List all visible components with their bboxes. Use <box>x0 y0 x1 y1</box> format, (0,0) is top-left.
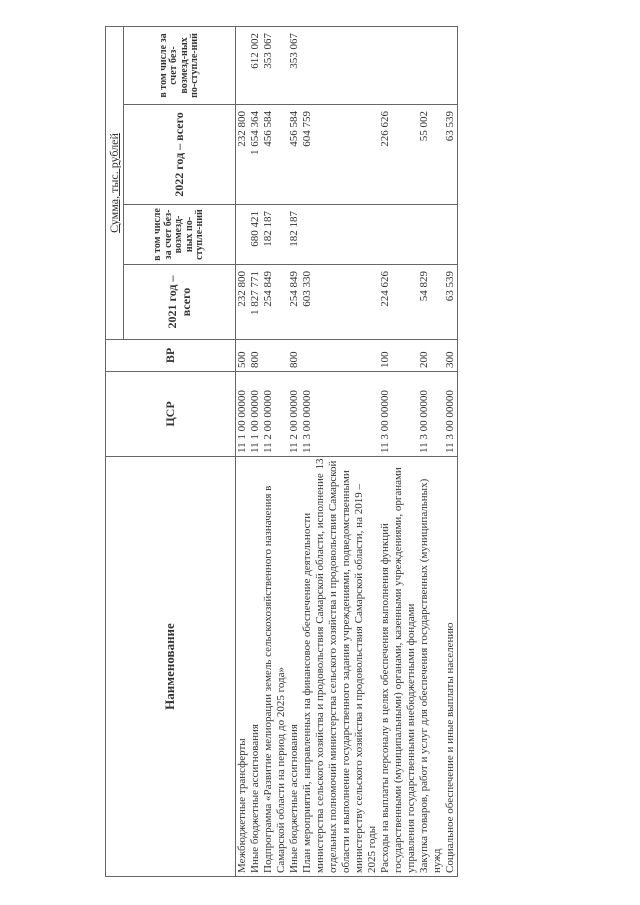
row-csr: 11 3 00 00000 <box>418 372 444 457</box>
row-2022-gratuitous: 353 067 <box>288 26 301 104</box>
row-vr: 500 <box>236 340 250 372</box>
row-2022-total: 232 800 <box>236 105 250 205</box>
row-csr: 11 1 00 00000 <box>249 372 262 457</box>
row-2022-gratuitous: 612 002 <box>249 26 262 104</box>
row-vr: 100 <box>379 340 418 372</box>
row-2021-total: 54 829 <box>418 265 444 340</box>
row-2022-total: 55 002 <box>418 105 444 205</box>
header-2021-total: 2021 год – всего <box>124 265 236 340</box>
row-name: Иные бюджетные ассигнования <box>288 457 301 877</box>
table-row <box>262 26 288 876</box>
row-2021-total: 1 827 771 <box>249 265 262 340</box>
page-number: 13 <box>314 458 326 470</box>
row-csr: 11 1 00 00000 <box>236 372 250 457</box>
header-2022-total: 2022 год – всего <box>124 105 236 205</box>
table-row <box>379 26 418 876</box>
header-sum-group: Сумма, тыс. рублей <box>106 26 124 339</box>
table-row <box>236 26 250 876</box>
row-csr: 11 2 00 00000 <box>262 372 288 457</box>
row-2021-gratuitous: 182 187 <box>288 205 301 265</box>
row-2021-gratuitous <box>418 205 444 265</box>
row-name: Иные бюджетные ассигнования <box>249 457 262 877</box>
row-2022-gratuitous <box>444 26 458 104</box>
table-row <box>301 26 379 876</box>
row-name: Расходы на выплаты персоналу в целях обеспечения выполнения функций государственными (муниципальными) органами, казенными учреждениями, органами управления государственными внебюджетными фондами <box>379 457 418 877</box>
table-row <box>444 26 458 876</box>
row-csr: 11 2 00 00000 <box>288 372 301 457</box>
row-2022-gratuitous <box>418 26 444 104</box>
row-2021-gratuitous: 680 421 <box>249 205 262 265</box>
row-vr <box>262 340 288 372</box>
row-2021-total: 232 800 <box>236 265 250 340</box>
table-row <box>249 26 262 876</box>
budget-table <box>105 26 458 877</box>
row-name: Межбюджетные трансферты <box>236 457 250 877</box>
header-vr: ВР <box>106 340 236 372</box>
table-body <box>236 26 458 876</box>
row-2022-gratuitous <box>236 26 250 104</box>
row-2021-total: 603 330 <box>301 265 379 340</box>
row-2022-gratuitous <box>301 26 379 104</box>
row-2021-gratuitous <box>444 205 458 265</box>
row-2021-gratuitous <box>379 205 418 265</box>
row-2022-total: 456 584 <box>262 105 288 205</box>
row-name: Закупка товаров, работ и услуг для обеспечения государственных (муниципальных) нужд <box>418 457 444 877</box>
row-vr: 300 <box>444 340 458 372</box>
row-2022-total: 1 654 364 <box>249 105 262 205</box>
row-csr: 11 3 00 00000 <box>379 372 418 457</box>
header-2021-gratuitous: в том числе за счет без-возмезд-ных по-ступле-ний <box>124 205 236 265</box>
row-vr: 800 <box>288 340 301 372</box>
row-2021-total: 254 849 <box>262 265 288 340</box>
row-2021-total: 224 626 <box>379 265 418 340</box>
row-csr: 11 3 00 00000 <box>444 372 458 457</box>
row-2021-gratuitous <box>236 205 250 265</box>
header-name: Наименование <box>106 457 236 877</box>
row-2021-gratuitous: 182 187 <box>262 205 288 265</box>
row-2021-total: 63 539 <box>444 265 458 340</box>
table-row <box>288 26 301 876</box>
row-vr: 800 <box>249 340 262 372</box>
table-header <box>106 26 236 876</box>
row-2022-total: 604 759 <box>301 105 379 205</box>
header-2022-gratuitous: в том числе за счет без-возмезд-ных по-ступле-ний <box>124 26 236 104</box>
header-csr: ЦСР <box>106 372 236 457</box>
row-2022-total: 226 626 <box>379 105 418 205</box>
row-name: Подпрограмма «Развитие мелиорации земель сельскохозяйственного назначения в Самарской области на период до 2025 года» <box>262 457 288 877</box>
row-2021-total: 254 849 <box>288 265 301 340</box>
row-2022-total: 63 539 <box>444 105 458 205</box>
row-2022-gratuitous: 353 067 <box>262 26 288 104</box>
row-2021-gratuitous <box>301 205 379 265</box>
table-row <box>418 26 444 876</box>
rotated-page <box>105 27 535 877</box>
row-name: План мероприятий, направленных на финансовое обеспечение деятельности министерства сельского хозяйства и продовольствия Самарской области, исполнение отдельных полномочий министерства сельского хозяйства и продовольствия Самарской области и выполнение государственного задания учреждениями, подведомственными министерству сельского хозяйства и продовольствия Самарской области, на 2019 – 2025 годы <box>301 457 379 877</box>
row-2022-gratuitous <box>379 26 418 104</box>
row-vr <box>301 340 379 372</box>
row-2022-total: 456 584 <box>288 105 301 205</box>
row-name: Социальное обеспечение и иные выплаты населению <box>444 457 458 877</box>
row-csr: 11 3 00 00000 <box>301 372 379 457</box>
row-vr: 200 <box>418 340 444 372</box>
